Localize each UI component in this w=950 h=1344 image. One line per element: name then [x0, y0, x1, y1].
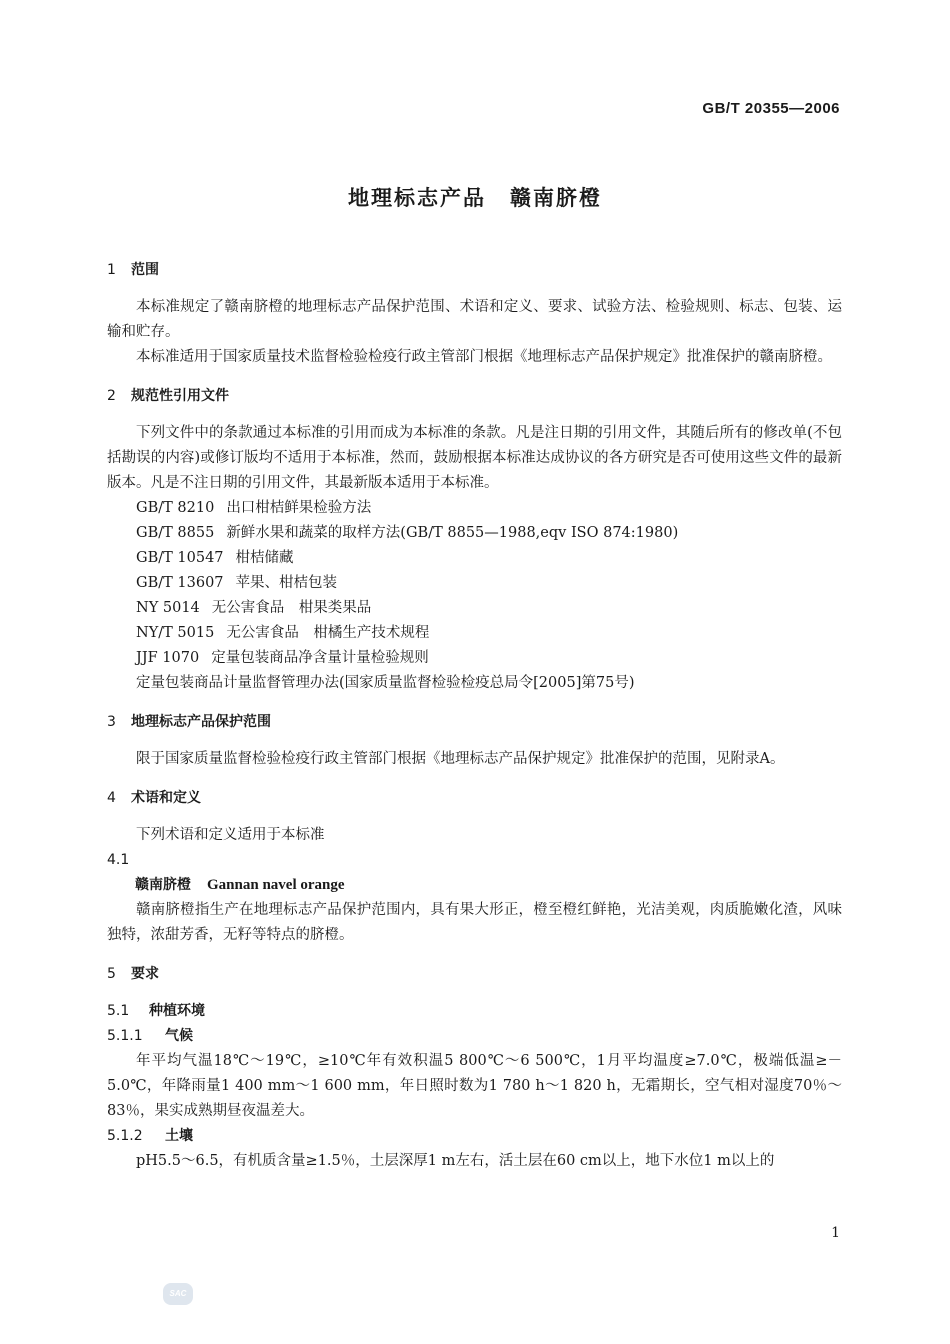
reference-item [107, 596, 842, 621]
page-number: 1 [831, 1225, 840, 1241]
section-title: 地理标志产品保护范围 [131, 714, 271, 730]
subsection-number: 5.1.2 [107, 1128, 143, 1144]
subsection-title: 土壤 [165, 1128, 193, 1144]
reference-title: 苹果、柑桔包装 [235, 575, 338, 591]
reference-code: GB/T 8855 [136, 525, 215, 541]
document-body [107, 258, 842, 1174]
term-chinese: 赣南脐橙 [135, 877, 191, 893]
section-5-heading [107, 962, 842, 987]
term-definition: 赣南脐橙指生产在地理标志产品保护范围内，具有果大形正，橙至橙红鲜艳，光洁美观，肉质脆嫩化渣，风味独特，浓甜芳香，无籽等特点的脐橙。 [107, 902, 842, 943]
reference-item [107, 571, 842, 596]
reference-code: GB/T 10547 [136, 550, 224, 566]
section-number: 4 [107, 790, 116, 806]
section-number: 1 [107, 262, 116, 278]
paragraph: 本标准规定了赣南脐橙的地理标志产品保护范围、术语和定义、要求、试验方法、检验规则、标志、包装、运输和贮存。 [107, 299, 842, 340]
reference-title: 新鲜水果和蔬菜的取样方法(GB/T 8855—1988,eqv ISO 874:1980) [226, 525, 679, 541]
section-number: 5 [107, 966, 116, 982]
title-part-2: 赣南脐橙 [510, 186, 602, 210]
paragraph: 本标准适用于国家质量技术监督检验检疫行政主管部门根据《地理标志产品保护规定》批准保护的赣南脐橙。 [136, 349, 832, 365]
reference-code: GB/T 13607 [136, 575, 224, 591]
paragraph: 年平均气温18℃～19℃，≥10℃年有效积温5 800℃～6 500℃，1月平均温度≥7.0℃，极端低温≥－5.0℃，年降雨量1 400 mm～1 600 mm，年日照时数为1 780 h～1 820 h，无霜期长，空气相对湿度70％～83％，果实成熟期昼夜温差大。 [107, 1053, 842, 1119]
subsection-number: 5.1.1 [107, 1028, 143, 1044]
reference-code: NY/T 5015 [136, 625, 215, 641]
title-part-1: 地理标志产品 [348, 186, 486, 210]
paragraph: pH5.5～6.5，有机质含量≥1.5％，土层深厚1 m左右，活土层在60 cm以上，地下水位1 m以上的 [136, 1153, 775, 1169]
reference-item [107, 496, 842, 521]
section-number: 2 [107, 388, 116, 404]
sac-logo: SAC [163, 1283, 193, 1305]
section-number: 3 [107, 714, 116, 730]
reference-title: 定量包装商品净含量计量检验规则 [211, 650, 429, 666]
reference-title: 柑桔储藏 [235, 550, 294, 566]
section-title: 范围 [131, 262, 159, 278]
subsection-number: 5.1 [107, 1003, 130, 1019]
reference-item [107, 646, 842, 671]
term-entry [107, 873, 842, 898]
reference-item [107, 521, 842, 546]
reference-code: JJF 1070 [136, 650, 200, 666]
reference-code: NY 5014 [136, 600, 200, 616]
standard-code: GB/T 20355—2006 [702, 100, 840, 117]
reference-code: GB/T 8210 [136, 500, 215, 516]
section-title: 要求 [131, 966, 159, 982]
paragraph: 下列文件中的条款通过本标准的引用而成为本标准的条款。凡是注日期的引用文件，其随后所有的修改单(不包括勘误的内容)或修订版均不适用于本标准，然而，鼓励根据本标准达成协议的各方研究是否可使用这些文件的最新版本。凡是不注日期的引用文件，其最新版本适用于本标准。 [107, 425, 842, 491]
section-1-heading [107, 258, 842, 283]
paragraph: 下列术语和定义适用于本标准 [136, 827, 325, 843]
subsection-5-1-2-heading [107, 1124, 842, 1149]
section-title: 规范性引用文件 [131, 388, 229, 404]
paragraph: 限于国家质量监督检验检疫行政主管部门根据《地理标志产品保护规定》批准保护的范围，见附录A。 [136, 751, 785, 767]
document-title [0, 182, 950, 212]
subsection-number: 4.1 [107, 852, 130, 868]
subsection-5-1-1-heading [107, 1024, 842, 1049]
subsection-title: 气候 [165, 1028, 193, 1044]
term-english: Gannan navel orange [207, 877, 345, 893]
reference-title: 定量包装商品计量监督管理办法(国家质量监督检验检疫总局令[2005]第75号) [136, 675, 635, 691]
reference-item [107, 546, 842, 571]
reference-item [107, 671, 842, 696]
section-4-heading [107, 786, 842, 811]
subsection-5-1-heading [107, 999, 842, 1024]
reference-title: 出口柑桔鲜果检验方法 [226, 500, 372, 516]
reference-item [107, 621, 842, 646]
reference-title: 无公害食品 柑橘生产技术规程 [226, 625, 430, 641]
section-2-heading [107, 384, 842, 409]
section-3-heading [107, 710, 842, 735]
subsection-title: 种植环境 [149, 1003, 205, 1019]
reference-title: 无公害食品 柑果类果品 [211, 600, 372, 616]
section-title: 术语和定义 [131, 790, 201, 806]
